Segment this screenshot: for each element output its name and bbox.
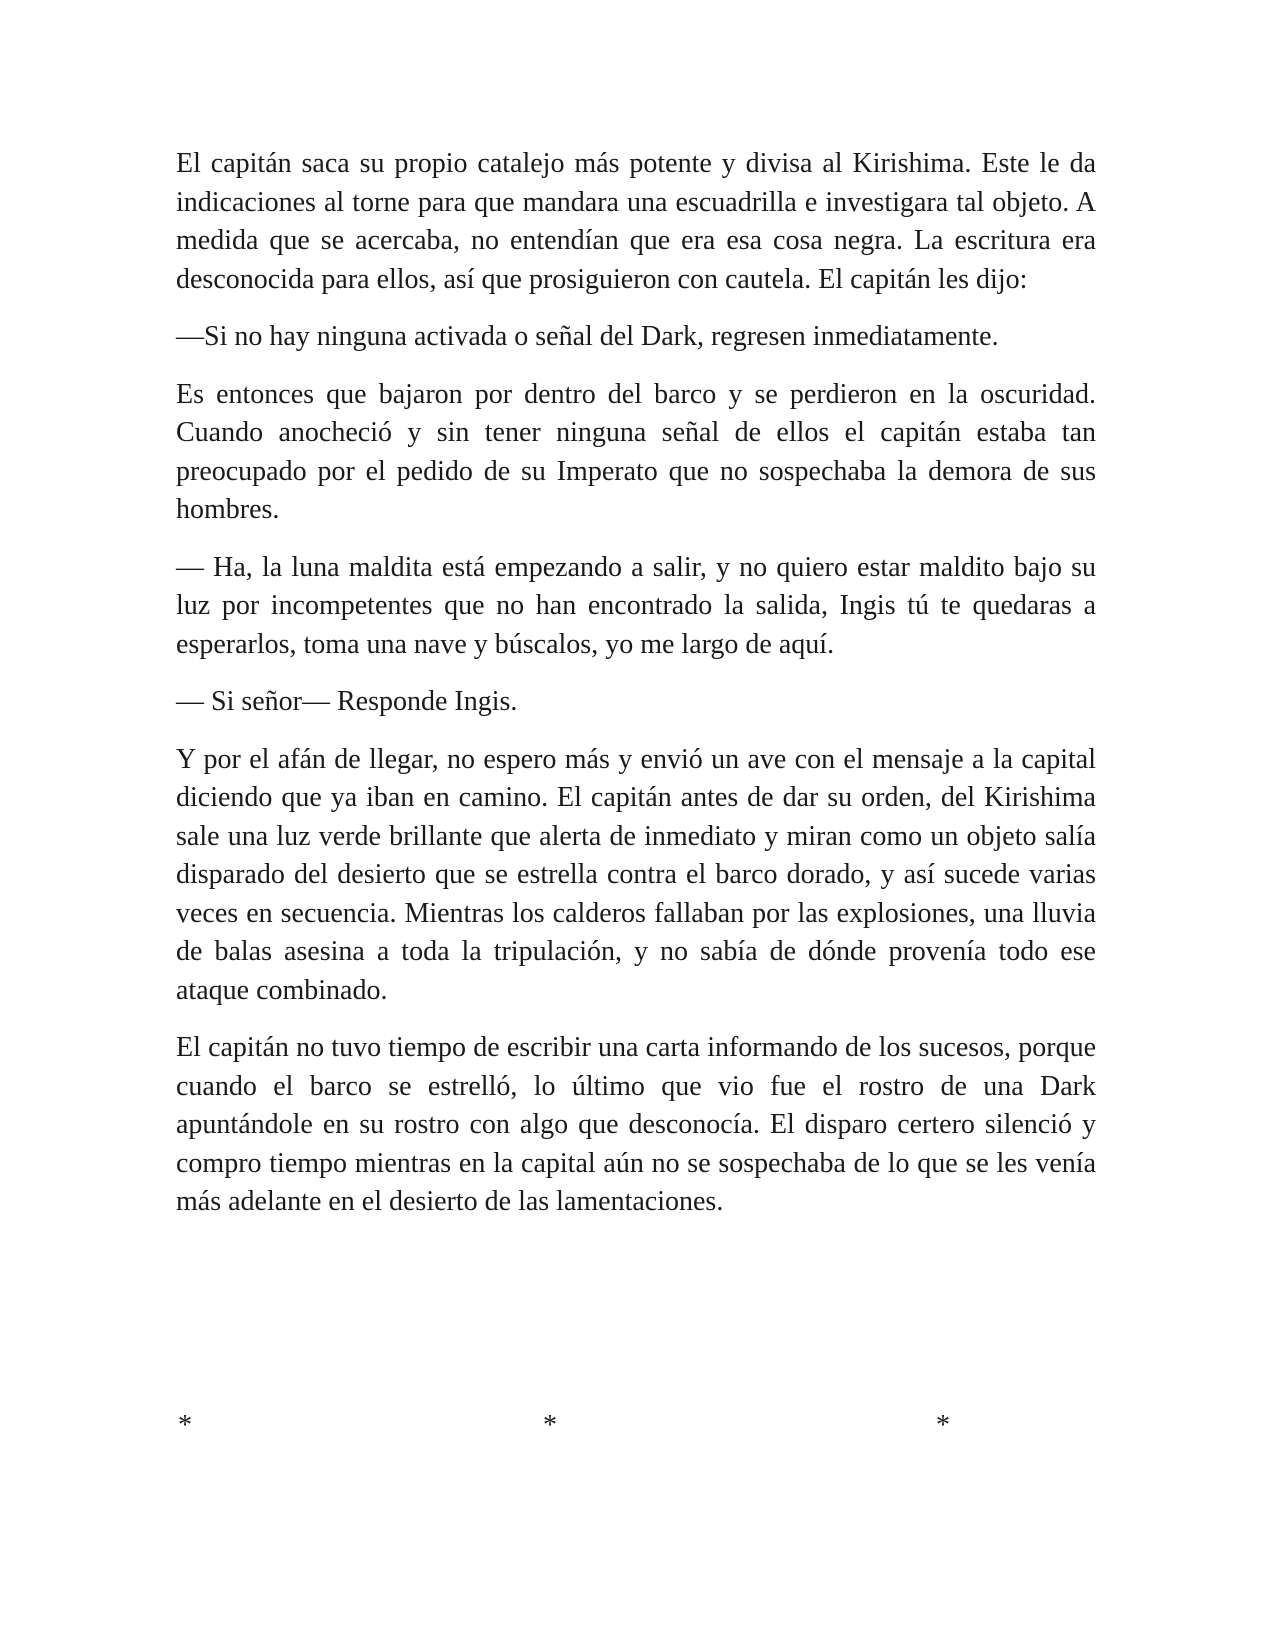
paragraph-narration-1: El capitán saca su propio catalejo más potente y divisa al Kirishima. Este le da indicaciones al torne para que mandara una escuadrilla e investigara tal objeto. A medida que se acercaba, no entendían que era esa cosa negra. La escritura era desconocida para ellos, así que prosiguieron con cautela. El capitán les dijo: [176, 148, 1096, 295]
separator-asterisk: * [936, 1410, 950, 1441]
separator-asterisk: * [178, 1410, 192, 1441]
paragraph-narration-4: El capitán no tuvo tiempo de escribir una carta informando de los sucesos, porque cuando el barco se estrelló, lo último que vio fue el rostro de una Dark apuntándole en su rostro con algo que desconocía. El disparo certero silenció y compro tiempo mientras en la capital aún no se sospechaba de lo que se les venía más adelante en el desierto de las lamentaciones. [176, 1032, 1096, 1217]
document-body [176, 145, 1096, 1241]
separator-asterisk: * [543, 1410, 557, 1441]
paragraph-narration-3: Y por el afán de llegar, no espero más y envió un ave con el mensaje a la capital diciendo que ya iban en camino. El capitán antes de dar su orden, del Kirishima sale una luz verde brillante que alerta de inmediato y miran como un objeto salía disparado del desierto que se estrella contra el barco dorado, y así sucede varias veces en secuencia. Mientras los calderos fallaban por las explosiones, una lluvia de balas asesina a toda la tripulación, y no sabía de dónde provenía todo ese ataque combinado. [176, 743, 1096, 1006]
paragraph-dialogue-3: — Si señor— Responde Ingis. [176, 686, 518, 717]
paragraph-dialogue-2: — Ha, la luna maldita está empezando a salir, y no quiero estar maldito bajo su luz por incompetentes que no han encontrado la salida, Ingis tú te quedaras a esperarlos, toma una nave y búscalos, yo me largo de aquí. [176, 551, 1096, 660]
section-separator [0, 1410, 1275, 1450]
paragraph-narration-2: Es entonces que bajaron por dentro del barco y se perdieron en la oscuridad. Cuando anocheció y sin tener ninguna señal de ellos el capitán estaba tan preocupado por el pedido de su Imperato que no sospechaba la demora de sus hombres. [176, 378, 1096, 525]
paragraph-dialogue-1: —Si no hay ninguna activada o señal del Dark, regresen inmediatamente. [176, 321, 999, 352]
